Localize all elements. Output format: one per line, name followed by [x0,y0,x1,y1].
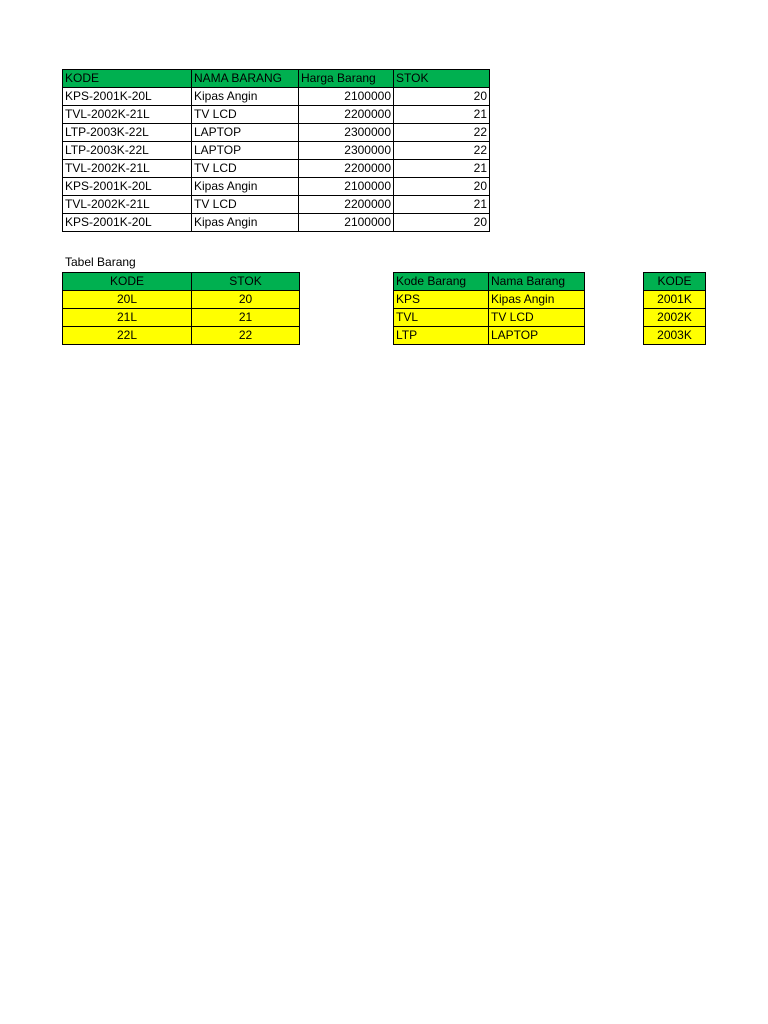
cell-harga[interactable]: 2100000 [299,214,394,232]
header-kode[interactable]: KODE [644,273,706,291]
cell-harga[interactable]: 2300000 [299,142,394,160]
table-row [63,291,300,309]
table-row [394,291,585,309]
header-kode[interactable]: KODE [63,70,192,88]
table-row [63,106,490,124]
cell-kode[interactable]: 2003K [644,327,706,345]
table-row [63,88,490,106]
cell-harga[interactable]: 2100000 [299,88,394,106]
cell-harga[interactable]: 2200000 [299,160,394,178]
cell-stok[interactable]: 22 [394,124,490,142]
table-row [63,124,490,142]
cell-harga[interactable]: 2100000 [299,178,394,196]
cell-harga[interactable]: 2300000 [299,124,394,142]
cell-stok[interactable]: 20 [192,291,300,309]
cell-stok[interactable]: 21 [394,196,490,214]
table-row [394,327,585,345]
cell-kode[interactable]: 21L [63,309,192,327]
cell-stok[interactable]: 21 [394,160,490,178]
cell-kode[interactable]: TVL-2002K-21L [63,160,192,178]
table-row [63,196,490,214]
cell-stok[interactable]: 21 [192,309,300,327]
cell-kode[interactable]: 2001K [644,291,706,309]
cell-nama-barang[interactable]: LAPTOP [489,327,585,345]
table-row [63,160,490,178]
cell-kode-barang[interactable]: LTP [394,327,489,345]
cell-nama[interactable]: Kipas Angin [192,88,299,106]
cell-stok[interactable]: 21 [394,106,490,124]
kode-barang-header-row [394,273,585,291]
kode-header-row [644,273,706,291]
cell-kode[interactable]: TVL-2002K-21L [63,196,192,214]
header-kode-barang[interactable]: Kode Barang [394,273,489,291]
table-row [644,327,706,345]
header-nama-barang[interactable]: Nama Barang [489,273,585,291]
cell-kode[interactable]: 20L [63,291,192,309]
header-kode[interactable]: KODE [63,273,192,291]
cell-harga[interactable]: 2200000 [299,196,394,214]
kode-stok-table [62,272,300,345]
kode-stok-header-row [63,273,300,291]
kode-table [643,272,706,345]
cell-stok[interactable]: 20 [394,214,490,232]
cell-kode[interactable]: 22L [63,327,192,345]
table-row [63,142,490,160]
header-stok[interactable]: STOK [192,273,300,291]
header-stok[interactable]: STOK [394,70,490,88]
table-row [63,309,300,327]
cell-nama[interactable]: TV LCD [192,196,299,214]
cell-nama-barang[interactable]: Kipas Angin [489,291,585,309]
table-row [644,291,706,309]
cell-kode-barang[interactable]: TVL [394,309,489,327]
cell-kode[interactable]: 2002K [644,309,706,327]
tabel-barang-caption: Tabel Barang [65,255,136,269]
main-header-row [63,70,490,88]
table-row [63,327,300,345]
cell-kode-barang[interactable]: KPS [394,291,489,309]
cell-kode[interactable]: KPS-2001K-20L [63,88,192,106]
cell-kode[interactable]: TVL-2002K-21L [63,106,192,124]
table-row [394,309,585,327]
main-data-table [62,69,490,232]
cell-nama[interactable]: LAPTOP [192,142,299,160]
table-row [63,214,490,232]
cell-nama[interactable]: Kipas Angin [192,178,299,196]
cell-nama[interactable]: Kipas Angin [192,214,299,232]
kode-barang-table [393,272,585,345]
cell-nama-barang[interactable]: TV LCD [489,309,585,327]
cell-nama[interactable]: TV LCD [192,160,299,178]
cell-stok[interactable]: 22 [394,142,490,160]
cell-nama[interactable]: TV LCD [192,106,299,124]
cell-stok[interactable]: 20 [394,88,490,106]
table-row [644,309,706,327]
cell-harga[interactable]: 2200000 [299,106,394,124]
table-row [63,178,490,196]
cell-kode[interactable]: KPS-2001K-20L [63,214,192,232]
header-harga-barang[interactable]: Harga Barang [299,70,394,88]
cell-stok[interactable]: 20 [394,178,490,196]
header-nama-barang[interactable]: NAMA BARANG [192,70,299,88]
cell-nama[interactable]: LAPTOP [192,124,299,142]
cell-kode[interactable]: LTP-2003K-22L [63,124,192,142]
cell-kode[interactable]: KPS-2001K-20L [63,178,192,196]
cell-kode[interactable]: LTP-2003K-22L [63,142,192,160]
cell-stok[interactable]: 22 [192,327,300,345]
